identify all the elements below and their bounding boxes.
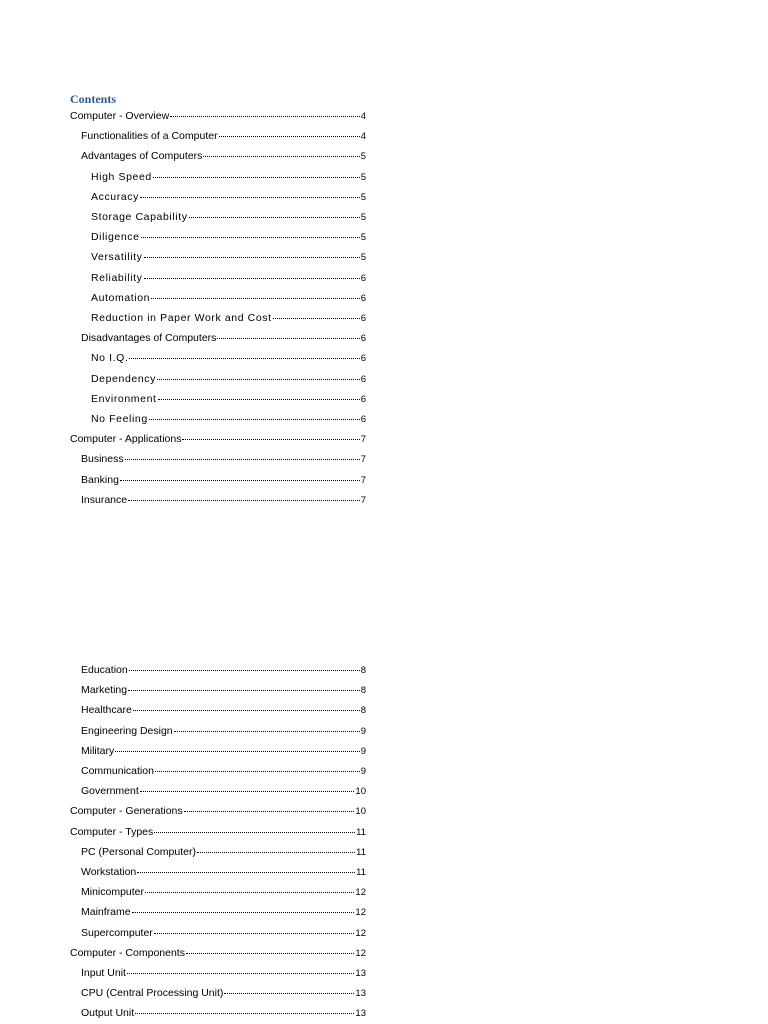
toc-entry[interactable] (81, 965, 366, 979)
dot-leader (135, 1003, 354, 1014)
dot-leader (182, 429, 359, 440)
toc-entry-label: Engineering Design (81, 724, 173, 737)
toc-entry-page-number: 4 (360, 111, 366, 122)
toc-entry-page-number: 10 (355, 806, 366, 818)
toc-entry[interactable] (81, 1005, 366, 1019)
dot-leader (154, 923, 355, 934)
toc-entry-label: Marketing (81, 684, 128, 697)
toc-entry[interactable] (91, 229, 366, 243)
dot-leader (132, 902, 355, 913)
toc-entry-label: CPU (Central Processing Unit) (81, 987, 224, 1000)
toc-entry-page-number: 12 (355, 907, 366, 919)
toc-entry-label: Input Unit (81, 967, 126, 979)
toc-entry-label: Computer - Overview (70, 110, 170, 122)
toc-entry-page-number: 5 (360, 151, 366, 163)
dot-leader (140, 781, 355, 792)
toc-entry[interactable] (91, 350, 366, 364)
toc-entry[interactable] (81, 884, 366, 898)
toc-entry[interactable] (70, 108, 366, 122)
dot-leader (219, 126, 360, 137)
toc-entry-label: Storage Capability (91, 211, 188, 223)
toc-entry-label: Reduction in Paper Work and Cost (91, 312, 272, 324)
dot-leader (224, 983, 354, 994)
toc-entry-page-number: 12 (355, 947, 366, 959)
toc-entry[interactable] (81, 682, 366, 696)
toc-entry-page-number: 12 (355, 927, 366, 939)
dot-leader (141, 227, 360, 238)
toc-entry[interactable] (81, 783, 366, 797)
toc-entry-label: Accuracy (91, 190, 139, 203)
toc-entry[interactable] (70, 945, 366, 959)
toc-entry-page-number: 10 (355, 786, 366, 798)
toc-entry-page-number: 5 (360, 252, 366, 264)
toc-entry[interactable] (81, 763, 366, 777)
dot-leader (273, 308, 360, 319)
toc-entry-page-number: 13 (355, 988, 366, 1000)
toc-entry-page-number: 13 (355, 1008, 366, 1020)
toc-entry-page-number: 6 (360, 414, 366, 425)
toc-entry-page-number: 11 (356, 826, 366, 838)
toc-entry[interactable] (81, 985, 366, 999)
toc-entry-label: Insurance (81, 493, 128, 506)
toc-entry-label: Environment (91, 392, 157, 405)
toc-entry[interactable] (91, 310, 366, 324)
dot-leader (144, 268, 360, 279)
toc-entry-page-number: 7 (360, 474, 366, 486)
toc-entry-label: Reliability (91, 271, 143, 284)
toc-entry-page-number: 6 (360, 272, 366, 284)
toc-entry-page-number: 6 (360, 393, 366, 405)
toc-entry-page-number: 6 (360, 313, 366, 324)
toc-entry-label: Dependency (91, 372, 156, 385)
dot-leader (170, 106, 360, 117)
toc-entry-page-number: 5 (360, 212, 366, 223)
toc-entry-label: Computer - Generations (70, 805, 183, 818)
toc-entry-label: Computer - Applications (70, 433, 182, 446)
toc-entry[interactable] (81, 148, 366, 162)
toc-entry-label: Diligence (91, 231, 140, 244)
toc-entry[interactable] (81, 904, 366, 918)
dot-leader (133, 700, 360, 711)
toc-entry-page-number: 8 (360, 685, 366, 697)
dot-leader (189, 207, 360, 218)
dot-leader (149, 409, 360, 420)
toc-entry-page-number: 6 (360, 292, 366, 304)
toc-entry-page-number: 5 (360, 191, 366, 203)
toc-entry[interactable] (91, 189, 366, 203)
toc-entry[interactable] (81, 662, 366, 676)
toc-entry-label: Disadvantages of Computers (81, 332, 217, 345)
dot-leader (217, 328, 359, 339)
toc-entry[interactable] (81, 925, 366, 939)
toc-entry-page-number: 4 (360, 131, 366, 143)
toc-entry-page-number: 6 (360, 373, 366, 385)
dot-leader (157, 369, 360, 380)
toc-title: Contents (70, 92, 117, 106)
toc-entry[interactable] (81, 492, 366, 506)
toc-entry[interactable] (91, 290, 366, 304)
toc-entry[interactable] (91, 249, 366, 263)
dot-leader (129, 660, 360, 671)
dot-leader (120, 470, 360, 481)
toc-entry-label: Mainframe (81, 906, 131, 919)
toc-entry-label: No Feeling (91, 413, 148, 425)
toc-entry-page-number: 6 (360, 353, 366, 365)
toc-entry-label: Minicomputer (81, 886, 145, 899)
toc-entry-page-number: 9 (360, 766, 366, 777)
dot-leader (154, 822, 355, 833)
toc-entry[interactable] (81, 451, 366, 465)
toc-entry-page-number: 8 (360, 705, 366, 717)
toc-entry[interactable] (81, 743, 366, 757)
toc-entry[interactable] (81, 128, 366, 142)
toc-entry[interactable] (91, 270, 366, 284)
toc-entry-page-number: 11 (356, 867, 366, 878)
toc-entry[interactable] (81, 844, 366, 858)
toc-entry-label: Banking (81, 473, 119, 486)
toc-entry-label: High Speed (91, 170, 152, 183)
toc-entry[interactable] (81, 864, 366, 878)
toc-entry-label: Communication (81, 765, 154, 777)
toc-entry-page-number: 7 (360, 434, 366, 446)
dot-leader (127, 963, 354, 974)
toc-entry[interactable] (70, 824, 366, 838)
toc-entry-label: Workstation (81, 866, 137, 878)
toc-entry[interactable] (91, 371, 366, 385)
toc-entry-page-number: 5 (360, 232, 366, 244)
toc-entry[interactable] (91, 169, 366, 183)
dot-leader (128, 680, 360, 691)
toc-entry[interactable] (70, 431, 366, 445)
dot-leader (197, 842, 355, 853)
toc-entry[interactable] (91, 391, 366, 405)
toc-entry[interactable] (81, 472, 366, 486)
toc-entry-label: Government (81, 785, 139, 798)
toc-entry-page-number: 8 (360, 665, 366, 676)
toc-entry[interactable] (81, 723, 366, 737)
toc-entry-label: Education (81, 664, 128, 676)
toc-entry-label: Business (81, 453, 124, 466)
dot-leader (186, 943, 354, 954)
toc-entry[interactable] (81, 702, 366, 716)
toc-entry-label: Advantages of Computers (81, 150, 203, 163)
toc-entry-page-number: 9 (360, 745, 366, 757)
dot-leader (128, 490, 360, 501)
toc-entry-label: Computer - Types (70, 825, 154, 838)
toc-entry-page-number: 11 (356, 846, 366, 858)
toc-entry-label: Military (81, 744, 115, 757)
dot-leader (129, 348, 359, 359)
toc-entry[interactable] (70, 803, 366, 817)
toc-entry[interactable] (81, 330, 366, 344)
toc-entry-label: Functionalities of a Computer (81, 130, 218, 143)
dot-leader (144, 247, 360, 258)
dot-leader (174, 721, 360, 732)
toc-entry[interactable] (91, 209, 366, 223)
toc-entry-label: Automation (91, 291, 151, 304)
toc-entry-label: Versatility (91, 251, 143, 264)
toc-entry-label: No I.Q. (91, 352, 129, 365)
dot-leader (140, 187, 360, 198)
dot-leader (151, 288, 360, 299)
toc-entry-page-number: 7 (360, 494, 366, 506)
dot-leader (125, 449, 360, 460)
toc-entry-page-number: 7 (360, 454, 366, 466)
dot-leader (153, 167, 360, 178)
dot-leader (184, 801, 355, 812)
toc-entry-label: Computer - Components (70, 946, 185, 959)
dot-leader (137, 862, 355, 873)
dot-leader (203, 146, 359, 157)
toc-entry-page-number: 13 (355, 968, 366, 979)
dot-leader (158, 389, 360, 400)
toc-entry-label: Supercomputer (81, 926, 153, 939)
toc-entry-label: PC (Personal Computer) (81, 845, 196, 858)
dot-leader (145, 882, 354, 893)
toc-entry-label: Healthcare (81, 704, 132, 717)
toc-entry-page-number: 5 (360, 171, 366, 183)
toc-entry-page-number: 6 (360, 333, 366, 345)
toc-entry-label: Output Unit (81, 1007, 135, 1020)
toc-entry[interactable] (91, 411, 366, 425)
toc-entry-page-number: 12 (355, 887, 366, 899)
toc-entry-page-number: 9 (360, 725, 366, 737)
dot-leader (115, 741, 359, 752)
dot-leader (155, 761, 360, 772)
